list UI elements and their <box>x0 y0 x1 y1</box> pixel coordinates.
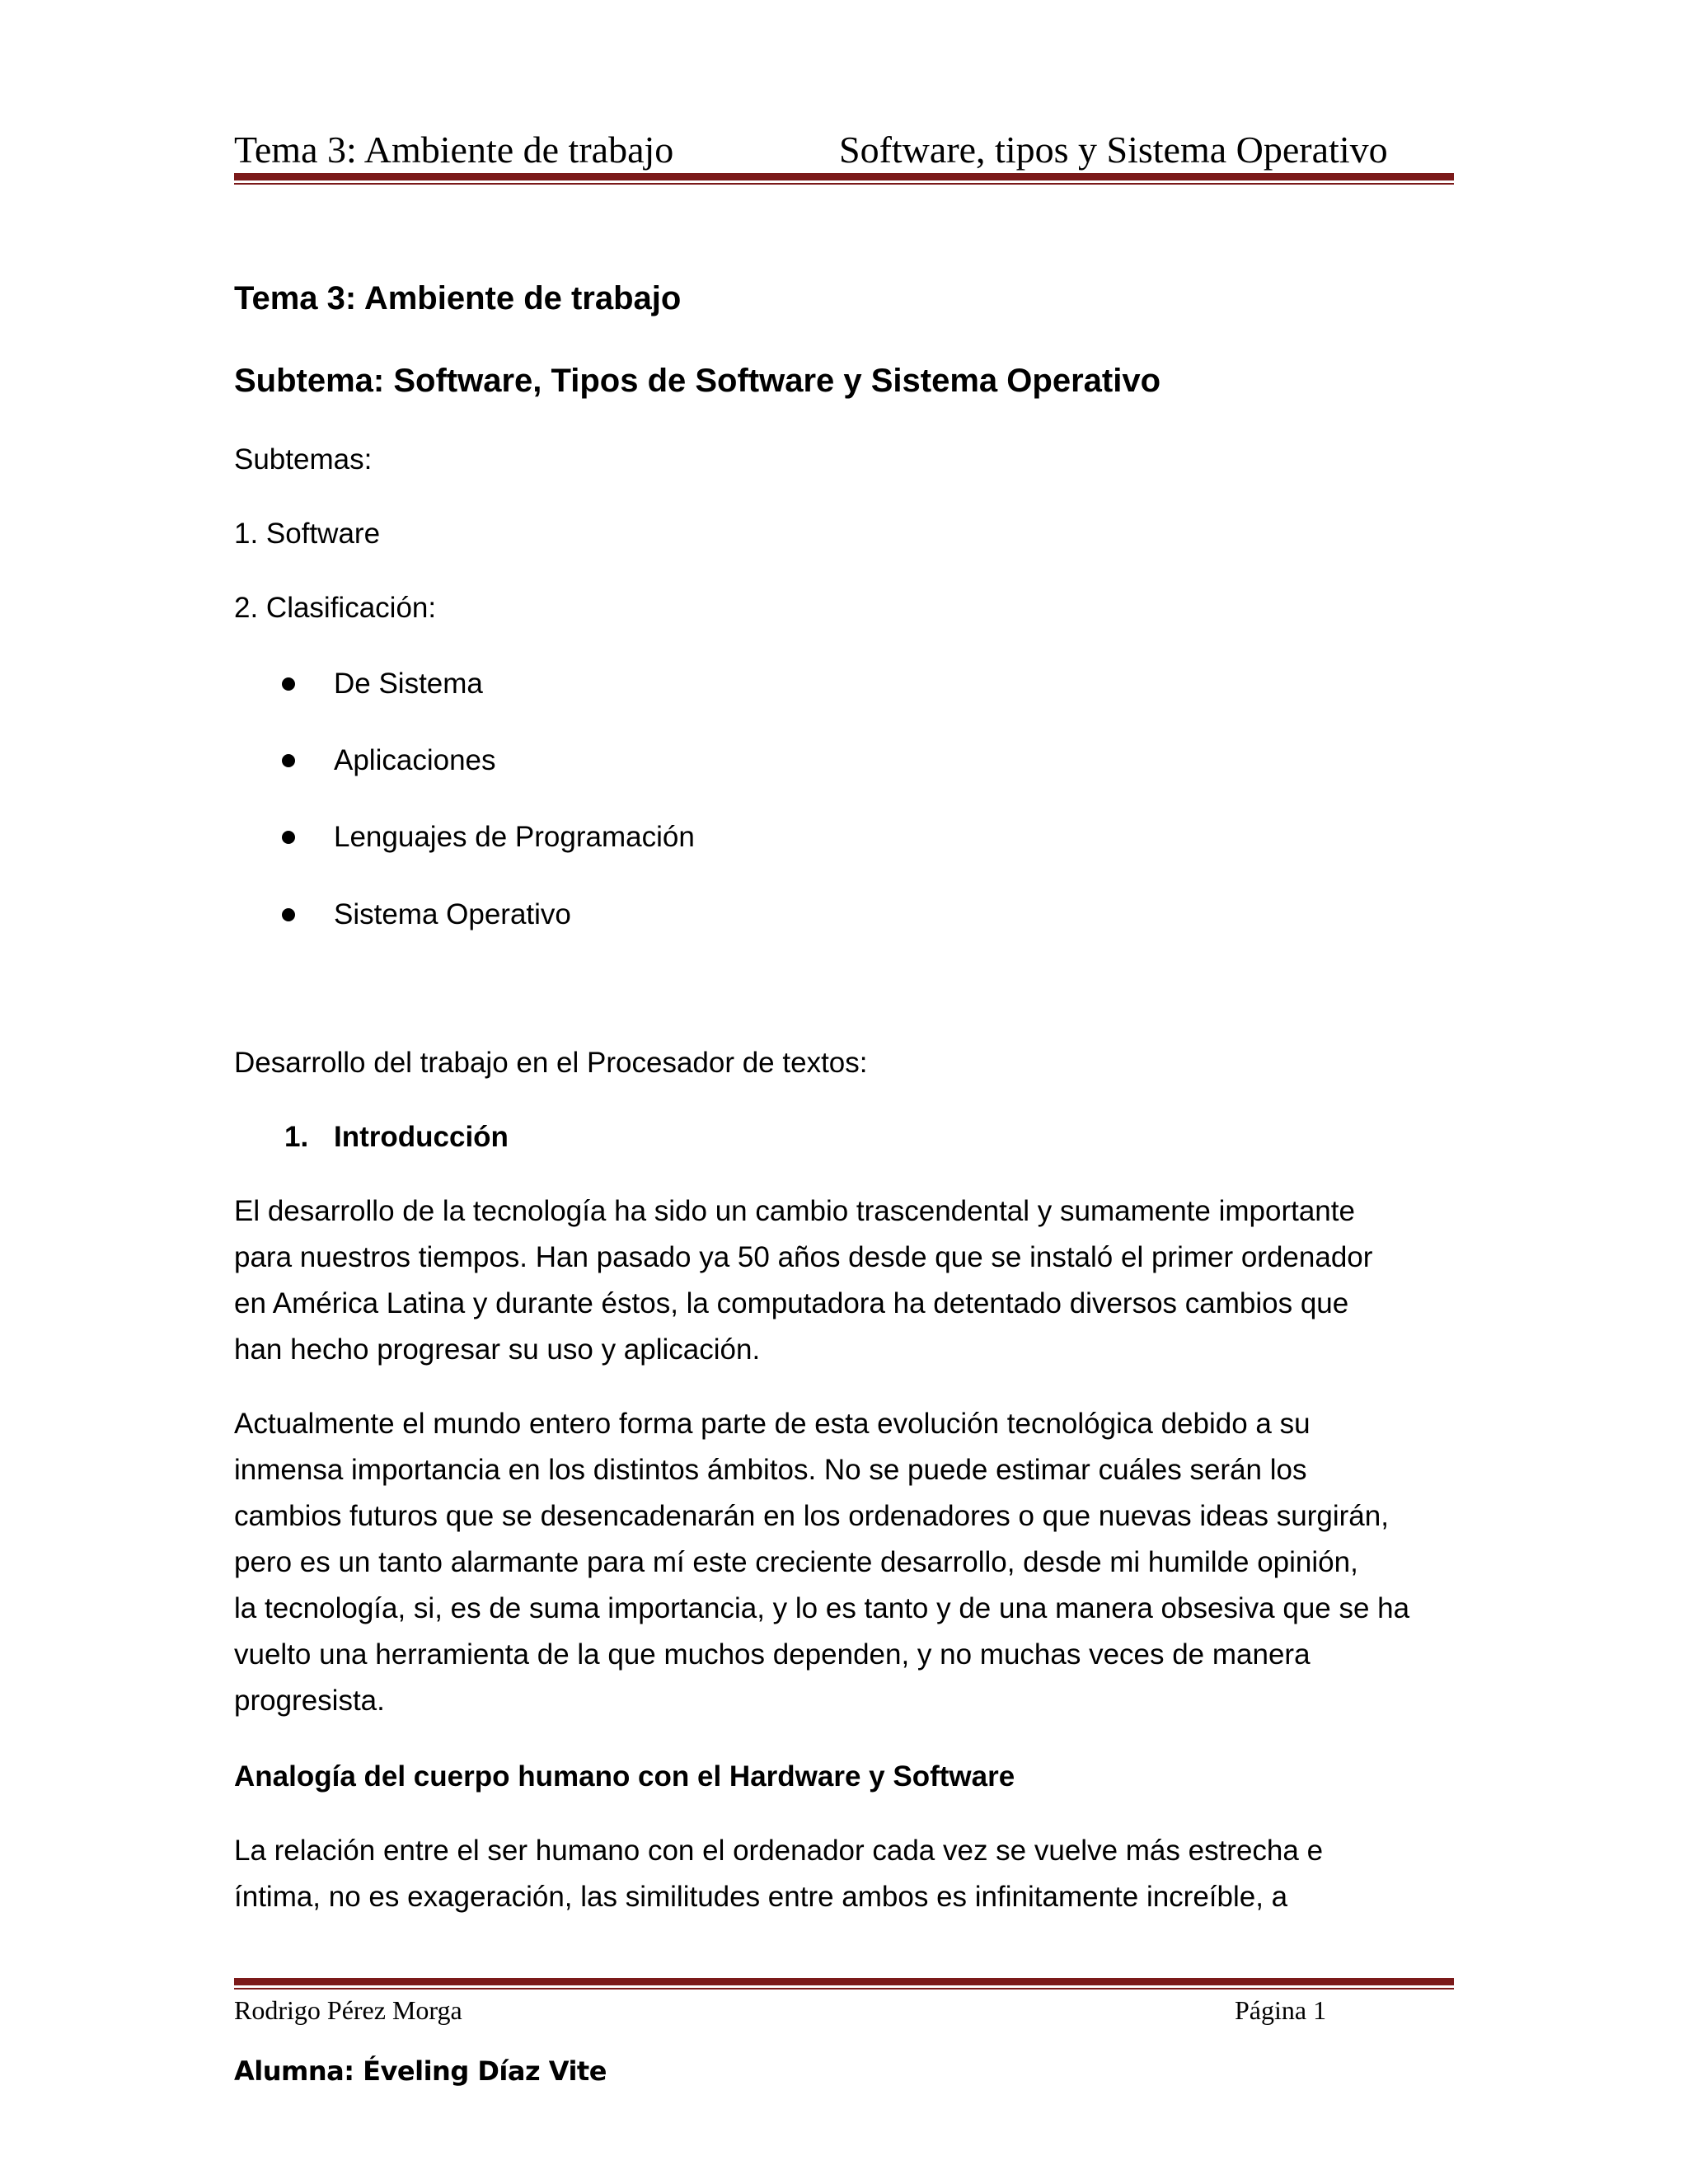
doc-subtitle: Subtema: Software, Tipos de Software y Sistema Operativo <box>234 363 1161 399</box>
paragraph-relacion <box>234 1828 1454 1920</box>
header-rule-thin <box>234 183 1454 185</box>
paragraph-line: la tecnología, si, es de suma importancia, y lo es tanto y de una manera obsesiva que se ha <box>234 1592 1410 1624</box>
paragraph-line: La relación entre el ser humano con el ordenador cada vez se vuelve más estrecha e <box>234 1835 1324 1867</box>
list-item-software: 1. Software <box>234 518 381 550</box>
section-number: 1. <box>284 1121 309 1153</box>
bullet-item-sistema-operativo: Sistema Operativo <box>334 898 571 930</box>
paragraph-line: íntima, no es exageración, las similitudes entre ambos es infinitamente increíble, a <box>234 1881 1288 1913</box>
paragraph-line: pero es un tanto alarmante para mí este creciente desarrollo, desde mi humilde opinión, <box>234 1546 1358 1578</box>
paragraph-line: Actualmente el mundo entero forma parte de esta evolución tecnológica debido a su <box>234 1408 1311 1440</box>
paragraph-line: en América Latina y durante éstos, la computadora ha detentado diversos cambios que <box>234 1287 1349 1319</box>
footer-author: Rodrigo Pérez Morga <box>234 1995 462 2025</box>
bullet-item-de-sistema: De Sistema <box>334 668 483 700</box>
paragraph-line: inmensa importancia en los distintos ámbitos. No se puede estimar cuáles serán los <box>234 1454 1307 1486</box>
footer-page-number: Página 1 <box>1235 1995 1327 2025</box>
bullet-icon <box>282 908 295 921</box>
paragraph-line: han hecho progresar su uso y aplicación. <box>234 1333 761 1366</box>
bullet-icon <box>282 677 295 691</box>
paragraph-line: vuelto una herramienta de la que muchos dependen, y no muchas veces de manera <box>234 1638 1311 1671</box>
doc-title: Tema 3: Ambiente de trabajo <box>234 280 682 316</box>
header-right-title: Software, tipos y Sistema Operativo <box>839 129 1388 171</box>
bullet-icon <box>282 831 295 844</box>
section-title: Introducción <box>334 1121 509 1153</box>
paragraph-line: progresista. <box>234 1685 385 1717</box>
header-left-title: Tema 3: Ambiente de trabajo <box>234 129 674 171</box>
paragraph-line: cambios futuros que se desencadenarán en los ordenadores o que nuevas ideas surgirán, <box>234 1500 1389 1532</box>
paragraph-line: para nuestros tiempos. Han pasado ya 50 años desde que se instaló el primer ordenador <box>234 1241 1373 1273</box>
desarrollo-line: Desarrollo del trabajo en el Procesador de textos: <box>234 1047 868 1079</box>
paragraph-line: El desarrollo de la tecnología ha sido un cambio trascendental y sumamente importante <box>234 1195 1355 1227</box>
bullet-icon <box>282 754 295 767</box>
list-item-clasificacion: 2. Clasificación: <box>234 592 437 624</box>
bullet-item-aplicaciones: Aplicaciones <box>334 744 496 776</box>
subtemas-label: Subtemas: <box>234 443 373 476</box>
footer-student: Alumna: Éveling Díaz Vite <box>234 2055 607 2087</box>
header-rule-thick <box>234 173 1454 180</box>
footer-rule-thick <box>234 1978 1454 1985</box>
paragraph-introduccion <box>234 1188 1454 1373</box>
bullet-item-lenguajes: Lenguajes de Programación <box>334 821 695 853</box>
paragraph-actualmente <box>234 1401 1454 1724</box>
analogia-heading: Analogía del cuerpo humano con el Hardware y Software <box>234 1760 1015 1793</box>
